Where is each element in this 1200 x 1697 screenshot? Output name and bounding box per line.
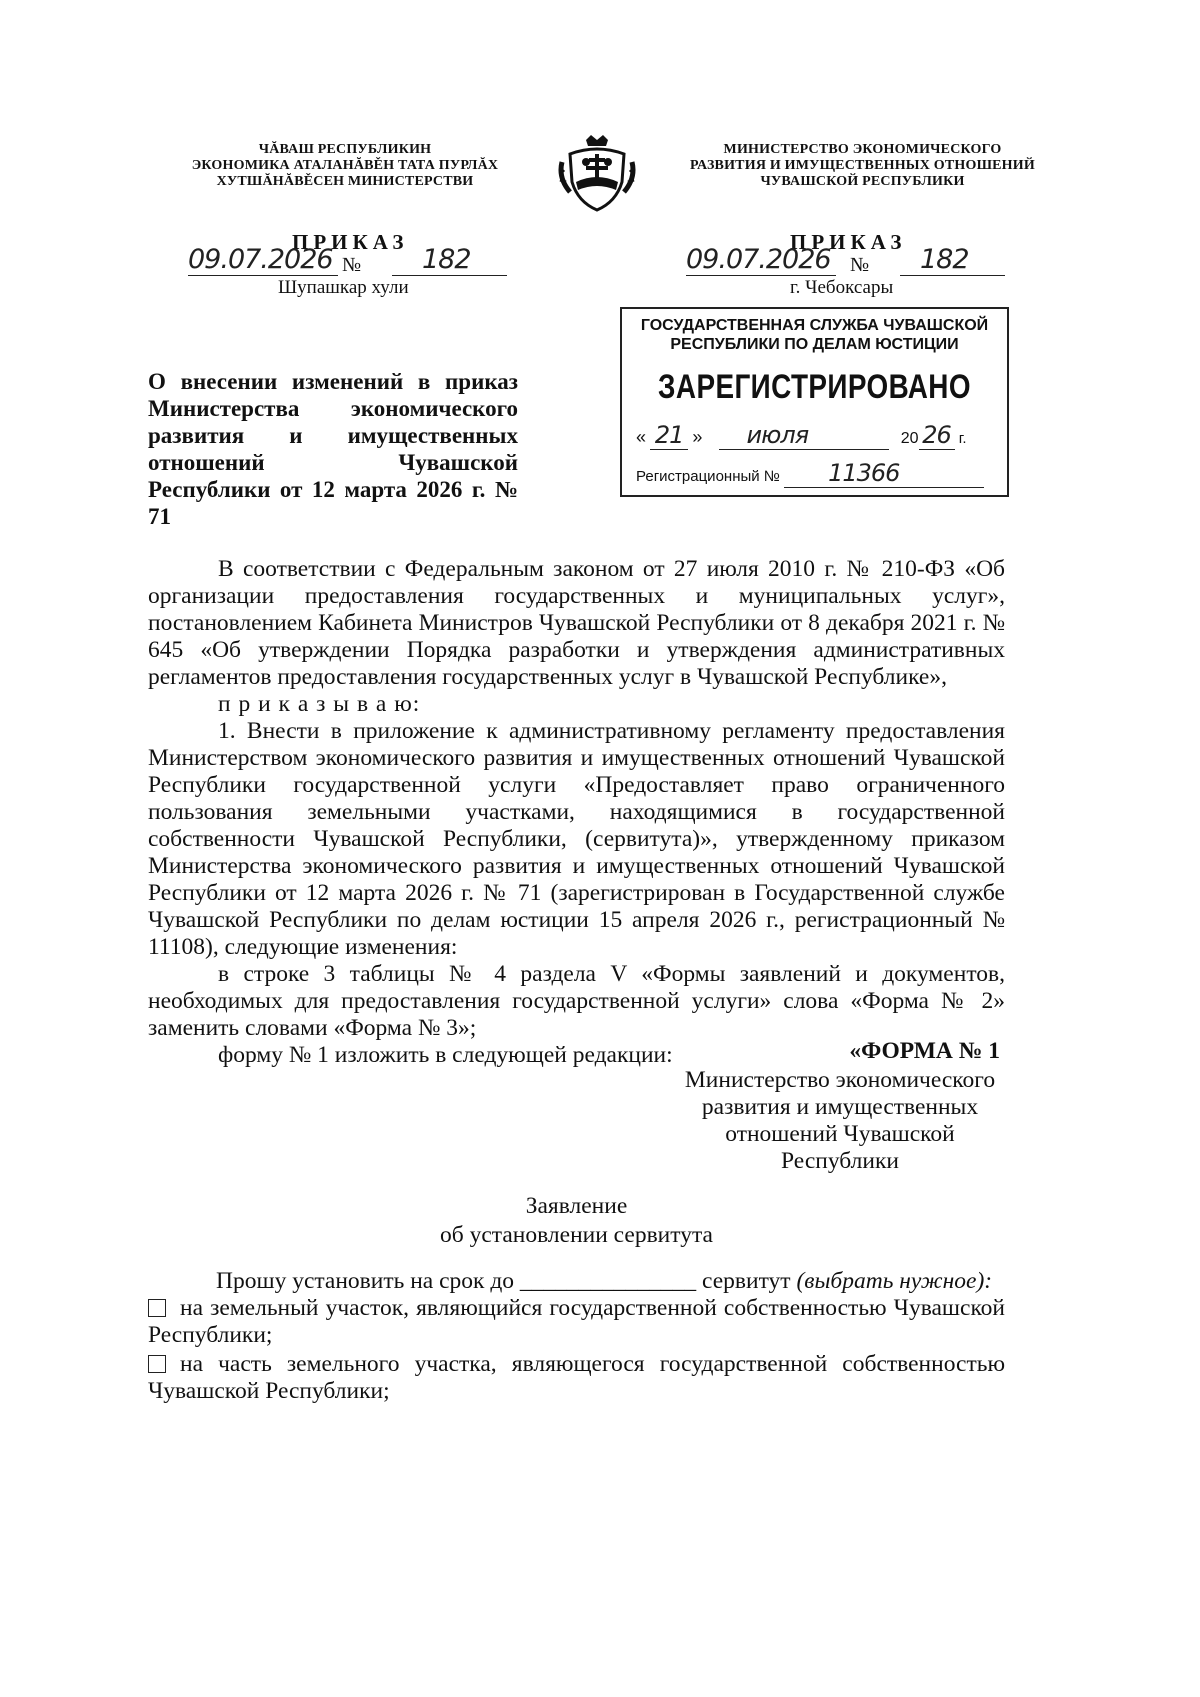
stamp-reg-row — [636, 459, 996, 488]
request-note: (выбрать нужное): — [796, 1268, 993, 1294]
document-title: О внесении изменений в приказ Министерства экономического развития и имущественных отношений Чувашской Республики от 12 марта 2026 г. № 71 — [148, 369, 518, 529]
request-paragraph — [148, 1268, 1005, 1295]
addressee-line: Республики — [781, 1148, 899, 1174]
stamp-year-prefix: 20 — [900, 430, 919, 447]
checkbox[interactable] — [148, 1355, 166, 1373]
document-body — [148, 556, 1005, 1069]
stamp-line2: РЕСПУБЛИКИ ПО ДЕЛАМ ЮСТИЦИИ — [670, 336, 959, 353]
number-sign-right: № — [850, 254, 870, 276]
place-left: Шупашкар хули — [278, 277, 409, 298]
statement-title: Заявление — [525, 1193, 628, 1219]
order-number-right: 182 — [900, 244, 1005, 276]
header-left-line: ХУТШĂНĂВĚСЕН МИНИСТЕРСТВИ — [216, 174, 474, 189]
statement-heading — [148, 1192, 1005, 1250]
form-heading: «ФОРМА № 1 — [849, 1038, 1000, 1064]
chuvash-coat-of-arms-icon — [556, 132, 638, 212]
option-text: на земельный участок, являющийся государственной собственностью Чувашской Республики; — [148, 1295, 1005, 1348]
place-right: г. Чебоксары — [790, 277, 894, 298]
order-number-left: 182 — [392, 244, 507, 276]
registration-stamp — [620, 307, 1009, 497]
header-left-line: ЭКОНОМИКА АТАЛАНĂВĚН ТАТА ПУРЛĂХ — [191, 158, 499, 173]
request-block — [148, 1268, 1005, 1405]
order-date-left: 09.07.2026 — [188, 244, 338, 276]
paragraph-order: п р и к а з ы в а ю: — [218, 691, 421, 717]
paragraph: 1. Внести в приложение к административному регламенту предоставления Министерством экономического развития и имущественных отношений Чувашской Республики государственной услуги «Предоставляет право ограниченного пользования земельными участками, находящимися в государственной собственности Чувашской Республики, (сервитута)», утвержденному приказом Министерства экономического развития и имущественных отношений Чувашской Республики от 12 марта 2026 г. № 71 (зарегистрирован в Государственной службе Чувашской Республики по делам юстиции 15 апреля 2026 г., регистрационный № 11108), следующие изменения: — [148, 718, 1005, 960]
header-left-line: ЧĂВАШ РЕСПУБЛИКИН — [258, 142, 432, 157]
stamp-date-row: « 21 » июля 20 26 г. — [636, 421, 967, 449]
paragraph: в строке 3 таблицы № 4 раздела V «Формы заявлений и документов, необходимых для предоставления государственной услуги» слова «Форма № 2» заменить словами «Форма № 3»; — [148, 961, 1005, 1041]
header-left — [180, 142, 510, 190]
header-right — [690, 142, 1035, 190]
option-text: на часть земельного участка, являющегося государственной собственностью Чувашской Республики; — [148, 1351, 1005, 1404]
statement-subtitle: об установлении сервитута — [440, 1222, 713, 1248]
option-row — [148, 1351, 1005, 1405]
form-block — [680, 1038, 1000, 1175]
stamp-year-suffix: 26 — [919, 421, 955, 450]
option-row — [148, 1295, 1005, 1349]
header-right-line: ЧУВАШСКОЙ РЕСПУБЛИКИ — [760, 174, 965, 189]
stamp-reg-label: Регистрационный № — [636, 468, 780, 485]
stamp-line1: ГОСУДАРСТВЕННАЯ СЛУЖБА ЧУВАШСКОЙ — [640, 317, 989, 334]
paragraph: форму № 1 изложить в следующей редакции: — [218, 1042, 673, 1068]
order-word-right: ПРИКАЗ — [790, 230, 907, 254]
paragraph: В соответствии с Федеральным законом от 27 июля 2010 г. № 210-ФЗ «Об организации предоставления государственных и муниципальных услуг», постановлением Кабинета Министров Чувашской Республики от 8 декабря 2021 г. № 645 «Об утверждении Порядка разработки и утверждения административных регламентов предоставления государственных услуг в Чувашской Республике», — [148, 556, 1005, 690]
stamp-year-unit: г. — [958, 430, 967, 447]
order-date-right: 09.07.2026 — [686, 244, 836, 276]
addressee-line: Министерство экономического — [684, 1067, 996, 1093]
addressee-line: развития и имущественных — [701, 1094, 979, 1120]
stamp-registered: ЗАРЕГИСТРИРОВАНО — [658, 368, 971, 406]
stamp-reg-number: 11366 — [784, 459, 984, 488]
header-right-line: МИНИСТЕРСТВО ЭКОНОМИЧЕСКОГО — [723, 142, 1002, 157]
order-word-left: ПРИКАЗ — [292, 230, 409, 254]
stamp-day: 21 — [650, 421, 688, 450]
number-sign-left: № — [342, 254, 362, 276]
header-right-line: РАЗВИТИЯ И ИМУЩЕСТВЕННЫХ ОТНОШЕНИЙ — [690, 158, 1035, 173]
checkbox[interactable] — [148, 1299, 166, 1317]
addressee-line: отношений Чувашской — [725, 1121, 955, 1147]
request-text: Прошу установить на срок до _______________ сервитут — [216, 1268, 791, 1294]
stamp-month: июля — [719, 421, 889, 450]
